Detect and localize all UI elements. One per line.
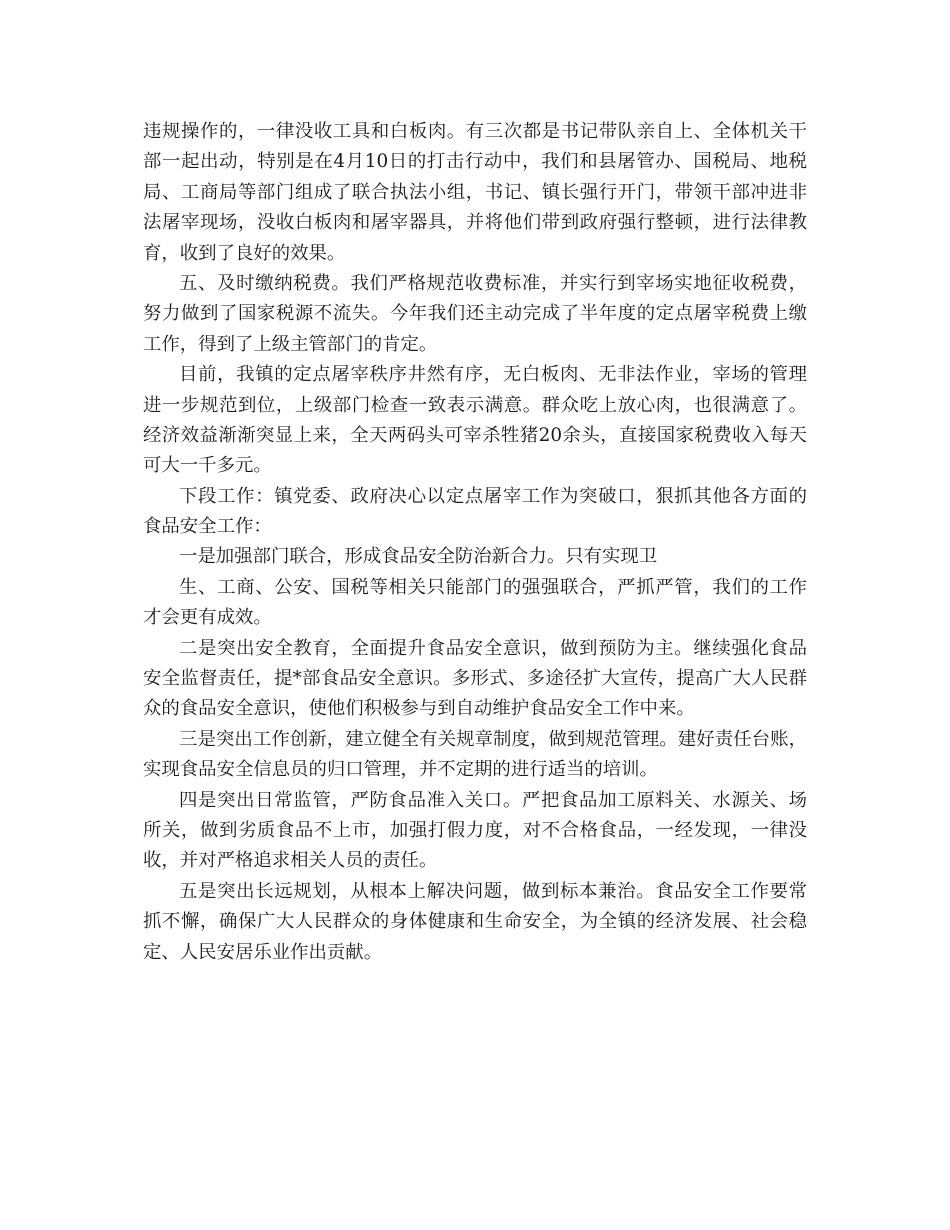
text-line: 二是突出安全教育，全面提升食品安全意识，做到预防为主。继续强化食品	[179, 637, 807, 659]
text-line: 三是突出工作创新，建立健全有关规章制度，做到规范管理。建好责任台账，	[179, 728, 807, 750]
text-line: 进一步规范到位，上级部门检查一致表示满意。群众吃上放心肉，也很满意了。	[143, 394, 807, 416]
text-line: 工作，得到了上级主管部门的肯定。	[143, 333, 438, 355]
text-line: 下段工作：镇党委、政府决心以定点屠宰工作为突破口，狠抓其他各方面的	[179, 485, 807, 507]
text-line: 抓不懈，确保广大人民群众的身体健康和生命安全，为全镇的经济发展、社会稳	[143, 911, 807, 933]
text-line: 食品安全工作：	[143, 516, 272, 538]
text-line: 实现食品安全信息员的归口管理，并不定期的进行适当的培训。	[143, 759, 658, 781]
text-line: 一是加强部门联合，形成食品安全防治新合力。只有实现卫	[179, 546, 658, 568]
text-line: 所关，做到劣质食品不上市，加强打假力度，对不合格食品，一经发现，一律没	[143, 819, 807, 841]
text-line: 五是突出长远规划，从根本上解决问题，做到标本兼治。食品安全工作要常	[179, 880, 807, 902]
text-line: 定、人民安居乐业作出贡献。	[143, 941, 383, 963]
text-line: 努力做到了国家税源不流失。今年我们还主动完成了半年度的定点屠宰税费上缴	[143, 303, 807, 325]
text-line: 育，收到了良好的效果。	[143, 242, 346, 264]
text-line: 目前，我镇的定点屠宰秩序井然有序，无白板肉、无非法作业，宰场的管理	[179, 364, 807, 386]
text-line: 可大一千多元。	[143, 455, 272, 477]
text-line: 四是突出日常监管，严防食品准入关口。严把食品加工原料关、水源关、场	[179, 789, 807, 811]
text-line: 局、工商局等部门组成了联合执法小组，书记、镇长强行开门，带领干部冲进非	[143, 181, 807, 203]
text-line: 收，并对严格追求相关人员的责任。	[143, 850, 438, 872]
text-line: 众的食品安全意识，使他们积极参与到自动维护食品安全工作中来。	[143, 698, 695, 720]
text-line: 才会更有成效。	[143, 607, 272, 629]
text-line: 生、工商、公安、国税等相关只能部门的强强联合，严抓严管，我们的工作	[179, 576, 807, 598]
text-line: 经济效益渐渐突显上来，全天两码头可宰杀牲猪20余头，直接国家税费收入每天	[143, 424, 807, 446]
text-line: 部一起出动，特别是在4月10日的打击行动中，我们和县屠管办、国税局、地税	[143, 151, 807, 173]
text-line: 法屠宰现场，没收白板肉和屠宰器具，并将他们带到政府强行整顿，进行法律教	[143, 212, 807, 234]
text-line: 安全监督责任，提*部食品安全意识。多形式、多途径扩大宣传，提高广大人民群	[143, 668, 807, 690]
document-page	[143, 117, 807, 968]
text-line: 五、及时缴纳税费。我们严格规范收费标准，并实行到宰场实地征收税费，	[179, 272, 807, 294]
text-line: 违规操作的，一律没收工具和白板肉。有三次都是书记带队亲自上、全体机关干	[143, 121, 807, 142]
